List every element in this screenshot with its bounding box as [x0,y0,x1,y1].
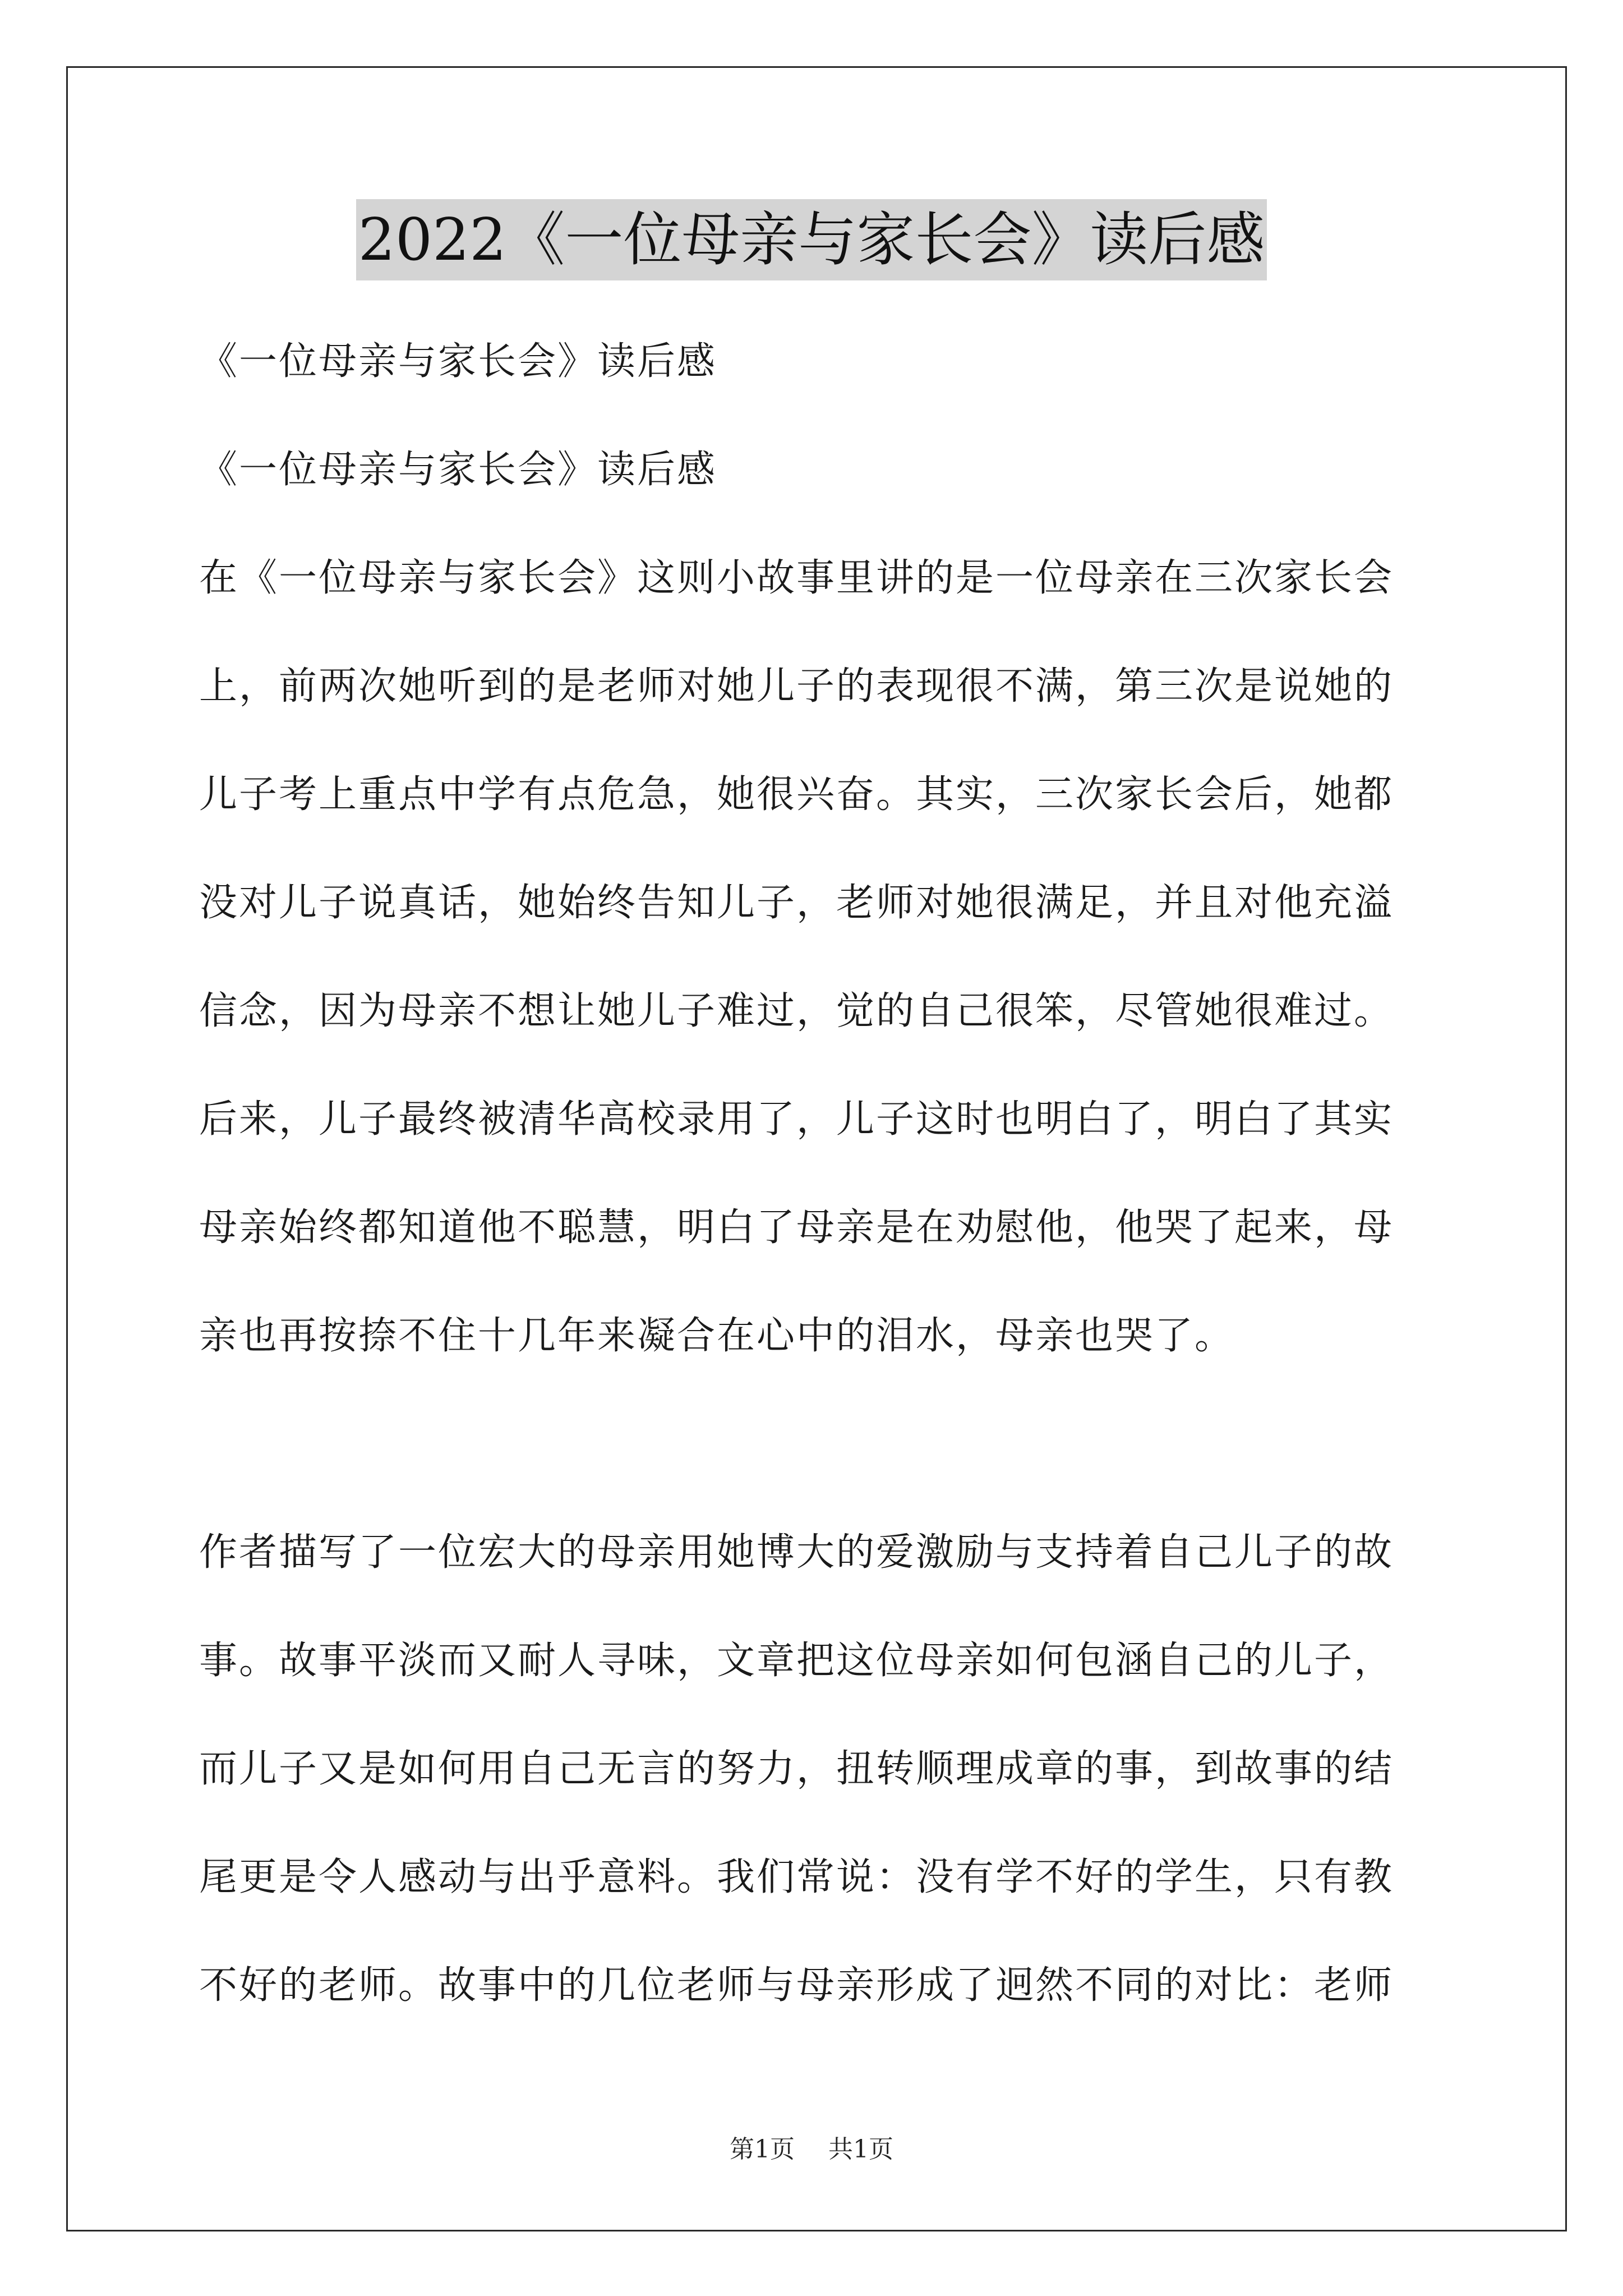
page-total: 共1页 [828,2135,893,2164]
subtitle-line: 《一位母亲与家长会》读后感 [199,448,717,492]
page-footer [0,2129,1623,2165]
body-paragraph: 在《一位母亲与家长会》这则小故事里讲的是一位母亲在三次家长会上，前两次她听到的是老师对她儿子的表现很不满，第三次是说她的儿子考上重点中学有点危急，她很兴奋。其实，三次家长会后，她都没对儿子说真话，她始终告知儿子，老师对她很满足，并且对他充溢信念，因为母亲不想让她儿子难过，觉的自己很笨，尽管她很难过。后来，儿子最终被清华高校录用了，儿子这时也明白了，明白了其实母亲始终都知道他不聪慧，明白了母亲是在劝慰他，他哭了起来，母亲也再按捺不住十几年来凝合在心中的泪水，母亲也哭了。 [199,556,1394,1358]
page-number: 第1页 [730,2135,795,2164]
title-container [0,199,1623,280]
document-body [199,307,1433,2040]
subtitle-line: 《一位母亲与家长会》读后感 [199,339,717,384]
paragraph-gap [199,1390,1433,1498]
body-paragraph: 作者描写了一位宏大的母亲用她博大的爱激励与支持着自己儿子的故事。故事平淡而又耐人寻味，文章把这位母亲如何包涵自己的儿子，而儿子又是如何用自己无言的努力，扭转顺理成章的事，到故事的结尾更是令人感动与出乎意料。我们常说：没有学不好的学生，只有教不好的老师。故事中的几位老师与母亲形成了迥然不同的对比：老师 [199,1530,1394,2008]
document-title: 2022《一位母亲与家长会》读后感 [356,199,1267,280]
